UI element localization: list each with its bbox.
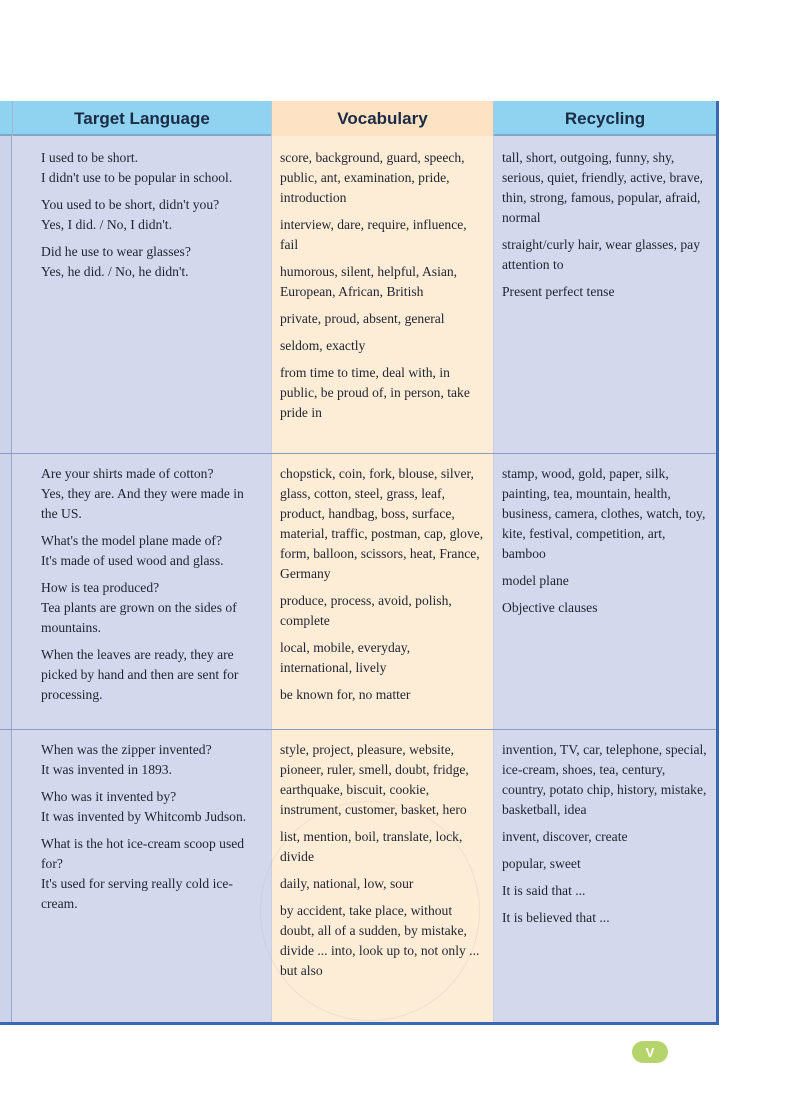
table-header [0,101,716,136]
page-number-badge: V [632,1041,668,1063]
vocabulary-entry: humorous, silent, helpful, Asian, European, African, British [280,264,458,299]
recycling-entry: popular, sweet [502,856,581,871]
recycling-entry: straight/curly hair, wear glasses, pay attention to [502,237,701,272]
vocabulary-entry: be known for, no matter [280,687,411,702]
vocabulary-entry: chopstick, coin, fork, blouse, silver, glass, cotton, steel, grass, leaf, product, handbag, boss, surface, material, traffic, postman, cap, glove, form, balloon, scissors, heat, France, Germany [280,466,484,581]
vocabulary-entry: private, proud, absent, general [280,311,445,326]
left-edge-strip [0,101,12,1022]
target-language-entry: What is the hot ice-cream scoop used for? It's used for serving really cold ice-cream. [41,836,245,911]
header-target-language: Target Language [12,101,271,136]
target-language-entry: When the leaves are ready, they are picked by hand and then are sent for processing. [41,647,239,702]
vocabulary-entry: list, mention, boil, translate, lock, divide [280,829,463,864]
recycling-cell [502,740,707,935]
header-recycling: Recycling [564,108,646,128]
recycling-entry: Objective clauses [502,600,598,615]
vocabulary-cell [280,740,484,988]
target-language-entry: You used to be short, didn't you? Yes, I did. / No, I didn't. [41,197,220,232]
target-language-entry: How is tea produced? Tea plants are grown on the sides of mountains. [41,580,237,635]
vocabulary-entry: style, project, pleasure, website, pioneer, ruler, smell, doubt, fridge, earthquake, biscuit, cookie, instrument, customer, basket, hero [280,742,469,817]
vocabulary-entry: seldom, exactly [280,338,366,353]
recycling-cell [502,464,707,625]
target-language-entry: Who was it invented by? It was invented by Whitcomb Judson. [41,789,247,824]
vocabulary-cell [280,464,484,712]
recycling-entry: It is believed that ... [502,910,610,925]
vocabulary-entry: by accident, take place, without doubt, all of a sudden, by mistake, divide ... into, look up to, not only ... but also [280,903,480,978]
vocabulary-entry: interview, dare, require, influence, fail [280,217,467,252]
vocabulary-entry: from time to time, deal with, in public, be proud of, in person, take pride in [280,365,470,420]
target-language-cell [41,740,261,921]
recycling-entry: invent, discover, create [502,829,628,844]
target-language-entry: When was the zipper invented? It was invented in 1893. [41,742,212,777]
row-divider [0,729,716,730]
target-language-entry: I used to be short. I didn't use to be popular in school. [41,150,233,185]
target-language-entry: Are your shirts made of cotton? Yes, they are. And they were made in the US. [41,466,244,521]
recycling-entry: model plane [502,573,569,588]
vocabulary-entry: produce, process, avoid, polish, complete [280,593,452,628]
header-vocabulary: Vocabulary [271,101,494,136]
target-language-entry: What's the model plane made of? It's made of used wood and glass. [41,533,224,568]
recycling-entry: tall, short, outgoing, funny, shy, serious, quiet, friendly, active, brave, thin, strong, famous, popular, afraid, normal [502,150,704,225]
target-language-cell [41,464,261,712]
syllabus-table [0,101,719,1025]
recycling-entry: Present perfect tense [502,284,615,299]
row-divider [0,453,716,454]
target-language-entry: Did he use to wear glasses? Yes, he did. / No, he didn't. [41,244,191,279]
vocabulary-cell [280,148,484,430]
vocabulary-entry: local, mobile, everyday, international, lively [280,640,411,675]
target-language-cell [41,148,261,289]
recycling-entry: It is said that ... [502,883,586,898]
recycling-entry: stamp, wood, gold, paper, silk, painting, tea, mountain, health, business, camera, clothes, watch, toy, kite, festival, competition, art, bamboo [502,466,706,561]
vocabulary-entry: score, background, guard, speech, public, ant, examination, pride, introduction [280,150,465,205]
vocabulary-entry: daily, national, low, sour [280,876,414,891]
recycling-cell [502,148,707,309]
recycling-entry: invention, TV, car, telephone, special, ice-cream, shoes, tea, century, country, potato chip, history, mistake, basketball, idea [502,742,707,817]
